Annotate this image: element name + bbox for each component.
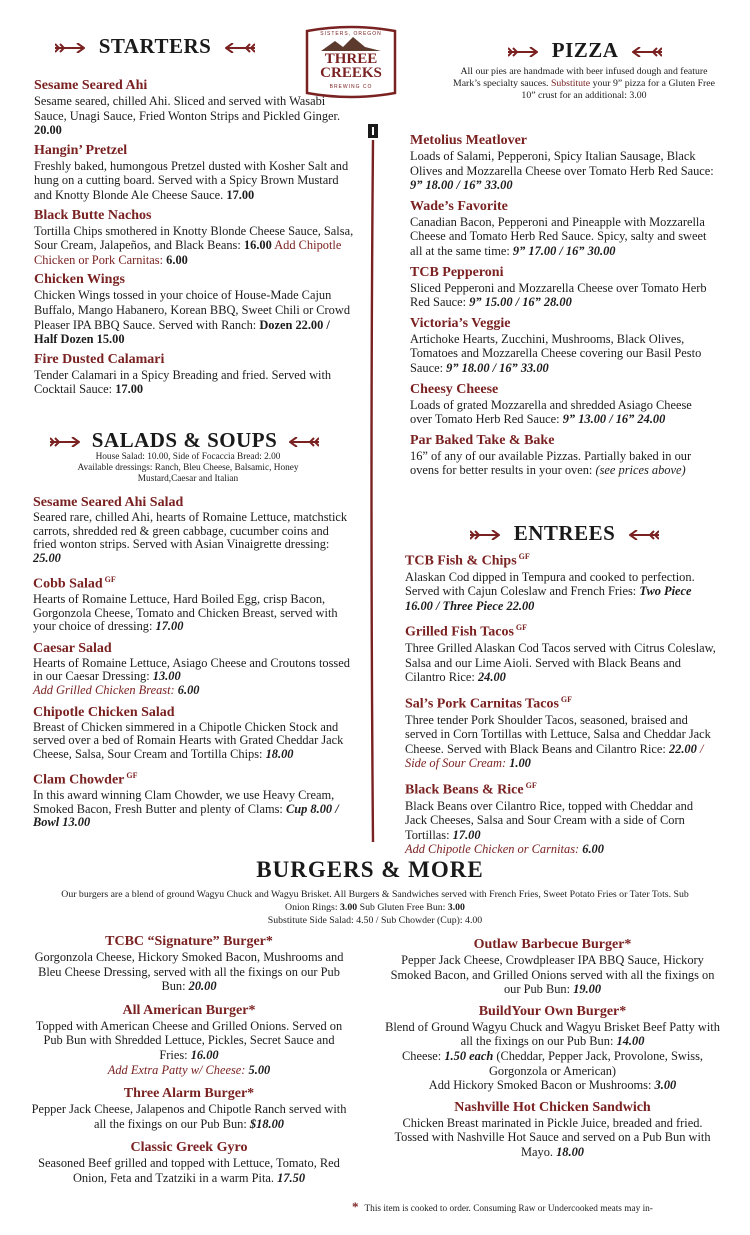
arrow-left-icon xyxy=(289,437,319,447)
list-item: TCBC “Signature” Burger* Gorgonzola Cheese, Hickory Smoked Bacon, Mushrooms and Bleu Cheese Dressing, served with all the fixings on our Pub Bun: 20.00 xyxy=(34,934,344,994)
footer-disclaimer: * This item is cooked to order. Consuming Raw or Undercooked meats may in- xyxy=(352,1199,653,1214)
list-item: Sal’s Pork Carnitas Tacos $^{GF}$ Three tender Pork Shoulder Tacos, seasoned, braised and served in Corn Tortillas with Lettuce, Salsa and Cheddar Jack Cheese. Served with Black Beans and Cilantro Rice: 22.00 / Side of Sour Cream: 1.00 xyxy=(405,694,711,771)
list-item: Cobb Salad $^{GF}$ Hearts of Romaine Lettuce, Hard Boiled Egg, crisp Bacon, Gorgonzola Cheese, Tomato and Chicken Breast, served with your choice of dressing: 17.00 xyxy=(33,575,338,634)
entrees-title: ENTREES xyxy=(513,521,616,545)
pizza-title: PIZZA xyxy=(551,38,619,62)
list-item: TCB Pepperoni Sliced Pepperoni and Mozzarella Cheese over Tomato Herb Red Sauce: 9” 15.00 / 16” 28.00 xyxy=(410,264,707,310)
list-item: Black Beans & Rice $^{GF}$ Black Beans over Cilantro Rice, topped with Cheddar and Jack Cheeses, Salsa and Sour Cream with a side of Corn Tortillas: 17.00 Add Chipotle Chicken or Carnitas: 6.00 xyxy=(405,780,694,857)
salads-heading xyxy=(50,428,360,453)
list-item: Fire Dusted Calamari Tender Calamari in a Spicy Breading and fried. Served with Cocktail Sauce: 17.00 xyxy=(34,351,332,397)
list-item: Caesar Salad Hearts of Romaine Lettuce, Asiago Cheese and Croutons tossed in our Caesar Dressing: 13.00 Add Grilled Chicken Breast: 6.00 xyxy=(33,640,350,697)
logo-bottom-text: BREWING CO xyxy=(329,84,373,90)
list-item: Outlaw Barbecue Burger* Pepper Jack Cheese, Crowdpleaser IPA BBQ Sauce, Hickory Smoked Bacon, and Grilled Onions served with all the fixings on our Pub Bun: 19.00 xyxy=(390,937,715,997)
list-item: Metolius Meatlover Loads of Salami, Pepperoni, Spicy Italian Sausage, Black Olives and Mozzarella Cheese over Tomato Herb Red Sauce: 9” 18.00 / 16” 33.00 xyxy=(410,133,714,193)
arrow-right-icon xyxy=(470,530,500,540)
list-item: Par Baked Take & Bake 16” of any of our available Pizzas. Partially baked in our ovens for better results in your oven: (see prices above) xyxy=(410,432,692,478)
burgers-note: Our burgers are a blend of ground Wagyu Chuck and Wagyu Brisket. All Burgers & Sandwiches served with French Fries, Sweet Potato Fries or Tater Tots. Sub Onion Rings: 3.00 Sub Gluten Free Bun: 3.00 Substitute Side Salad: 4.50 / Sub Chowder (Cup): 4.00 xyxy=(61,889,689,926)
arrow-right-icon xyxy=(55,43,85,53)
logo-line1: THREE xyxy=(324,51,378,67)
arrow-right-icon xyxy=(508,47,538,57)
list-item: Chipotle Chicken Salad Breast of Chicken simmered in a Chipotle Chicken Stock and served over a bed of Romain Hearts with Grated Cheddar Jack Cheese, Salsa, Sour Cream and Tortilla Chips: 18.00 xyxy=(33,704,344,761)
column-divider xyxy=(367,124,379,846)
list-item: Cheesy Cheese Loads of grated Mozzarella and shredded Asiago Cheese over Tomato Herb Red Sauce: 9” 13.00 / 16” 24.00 xyxy=(410,381,692,427)
list-item: Clam Chowder $^{GF}$ In this award winning Clam Chowder, we use Heavy Cream, Smoked Bacon, Fresh Butter and plenty of Clams: Cup 8.00 / Bowl 13.00 xyxy=(33,771,339,830)
salads-title: SALADS & SOUPS xyxy=(91,428,278,452)
burgers-right-list xyxy=(385,936,720,1164)
starters-title: STARTERS xyxy=(98,34,212,58)
pizza-heading xyxy=(508,38,678,63)
arrow-right-icon xyxy=(50,437,80,447)
arrow-left-icon xyxy=(632,47,662,57)
logo-top-text: SISTERS, OREGON xyxy=(320,31,382,37)
starters-list xyxy=(34,77,354,401)
arrow-left-icon xyxy=(225,43,255,53)
list-item: Victoria’s Veggie Artichoke Hearts, Zucchini, Mushrooms, Black Olives, Tomatoes and Mozzarella Cheese covering our Basil Pesto Sauce: 9” 18.00 / 16” 33.00 xyxy=(410,315,702,375)
list-item: BuildYour Own Burger* Blend of Ground Wagyu Chuck and Wagyu Brisket Beef Patty with all the fixings on our Pub Bun: 14.00 Cheese: 1.50 each (Cheddar, Pepper Jack, Provolone, Swiss, Gorgonzola or American) Add Hickory Smoked Bacon or Mushrooms: 3.00 xyxy=(385,1003,720,1093)
burgers-left-list xyxy=(30,933,348,1190)
entrees-heading xyxy=(470,521,710,546)
list-item: Hangin’ Pretzel Freshly baked, humongous Pretzel dusted with Kosher Salt and hung on a cutting board. Served with a Spicy Brown Mustard and Knotty Blonde Ale Cheese Sauce. 17.00 xyxy=(34,142,349,202)
list-item: TCB Fish & Chips $^{GF}$ Alaskan Cod dipped in Tempura and cooked to perfection. Served with Cajun Coleslaw and French Fries: Two Piece 16.00 / Three Piece 22.00 xyxy=(405,552,695,613)
list-item: Black Butte Nachos Tortilla Chips smothered in Knotty Blonde Cheese Sauce, Salsa, Sour Cream, Jalapeños, and Black Beans: 16.00 Add Chipotle Chicken or Pork Carnitas: 6.00 xyxy=(34,207,354,267)
salads-list xyxy=(33,494,353,834)
list-item: Grilled Fish Tacos $^{GF}$ Three Grilled Alaskan Cod Tacos served with Citrus Coleslaw, Salsa and our Lime Aioli. Served with Black Beans and Cilantro Rice: 24.00 xyxy=(405,623,716,685)
list-item: Sesame Seared Ahi Sesame seared, chilled Ahi. Sliced and served with Wasabi Sauce, Unagi Sauce, Fried Wonton Strips and Pickled Ginger. 20.00 xyxy=(34,78,341,138)
list-item: Wade’s Favorite Canadian Bacon, Pepperoni and Pineapple with Mozzarella Cheese and Tomato Herb Red Sauce. Spicy, salty and sweet all at the same time: 9” 17.00 / 16” 30.00 xyxy=(410,198,707,258)
entrees-list xyxy=(405,548,717,861)
salads-note: House Salad: 10.00, Side of Focaccia Bread: 2.00 Available dressings: Ranch, Bleu Cheese, Balsamic, Honey Mustard,Caesar and Italian xyxy=(77,452,299,484)
list-item: Three Alarm Burger* Pepper Jack Cheese, Jalapenos and Chipotle Ranch served with all the fixings on our Pub Bun: $18.00 xyxy=(31,1086,347,1131)
list-item: Classic Greek Gyro Seasoned Beef grilled and topped with Lettuce, Tomato, Red Onion, Feta and Tzatziki in a warm Pita. 17.50 xyxy=(38,1140,340,1185)
list-item: Chicken Wings Chicken Wings tossed in your choice of House-Made Cajun Buffalo, Mango Habanero, Korean BBQ, Sweet Chili or Crowd Pleaser IPA BBQ Sauce. Served with Ranch: Dozen 22.00 / Half Dozen 15.00 xyxy=(34,272,351,347)
asterisk-icon: * xyxy=(352,1199,359,1214)
list-item: Nashville Hot Chicken Sandwich Chicken Breast marinated in Pickle Juice, breaded and fried. Tossed with Nashville Hot Sauce and served on a Pub Bun with Mayo. 18.00 xyxy=(394,1099,711,1159)
logo-line2: CREEKS xyxy=(320,65,382,81)
arrow-left-icon xyxy=(629,530,659,540)
pizza-list xyxy=(410,132,716,482)
starters-heading xyxy=(55,34,270,59)
list-item: All American Burger* Topped with American Cheese and Grilled Onions. Served on Pub Bun with Shredded Lettuce, Pickles, Secret Sauce and Fries: 16.00 Add Extra Patty w/ Cheese: 5.00 xyxy=(35,1002,343,1077)
burgers-title: BURGERS & MORE xyxy=(256,857,484,882)
pizza-note: All our pies are handmade with beer infused dough and feature Mark’s specialty sauces. Substitute your 9” pizza for a Gluten Free 10” crust for an additional: 3.00 xyxy=(452,66,716,101)
list-item: Sesame Seared Ahi Salad Seared rare, chilled Ahi, hearts of Romaine Lettuce, matchstick carrots, shredded red & green cabbage, cucumber coins and fried wonton strips. Served with Asian Vinaigrette dressing: 25.00 xyxy=(33,495,348,565)
